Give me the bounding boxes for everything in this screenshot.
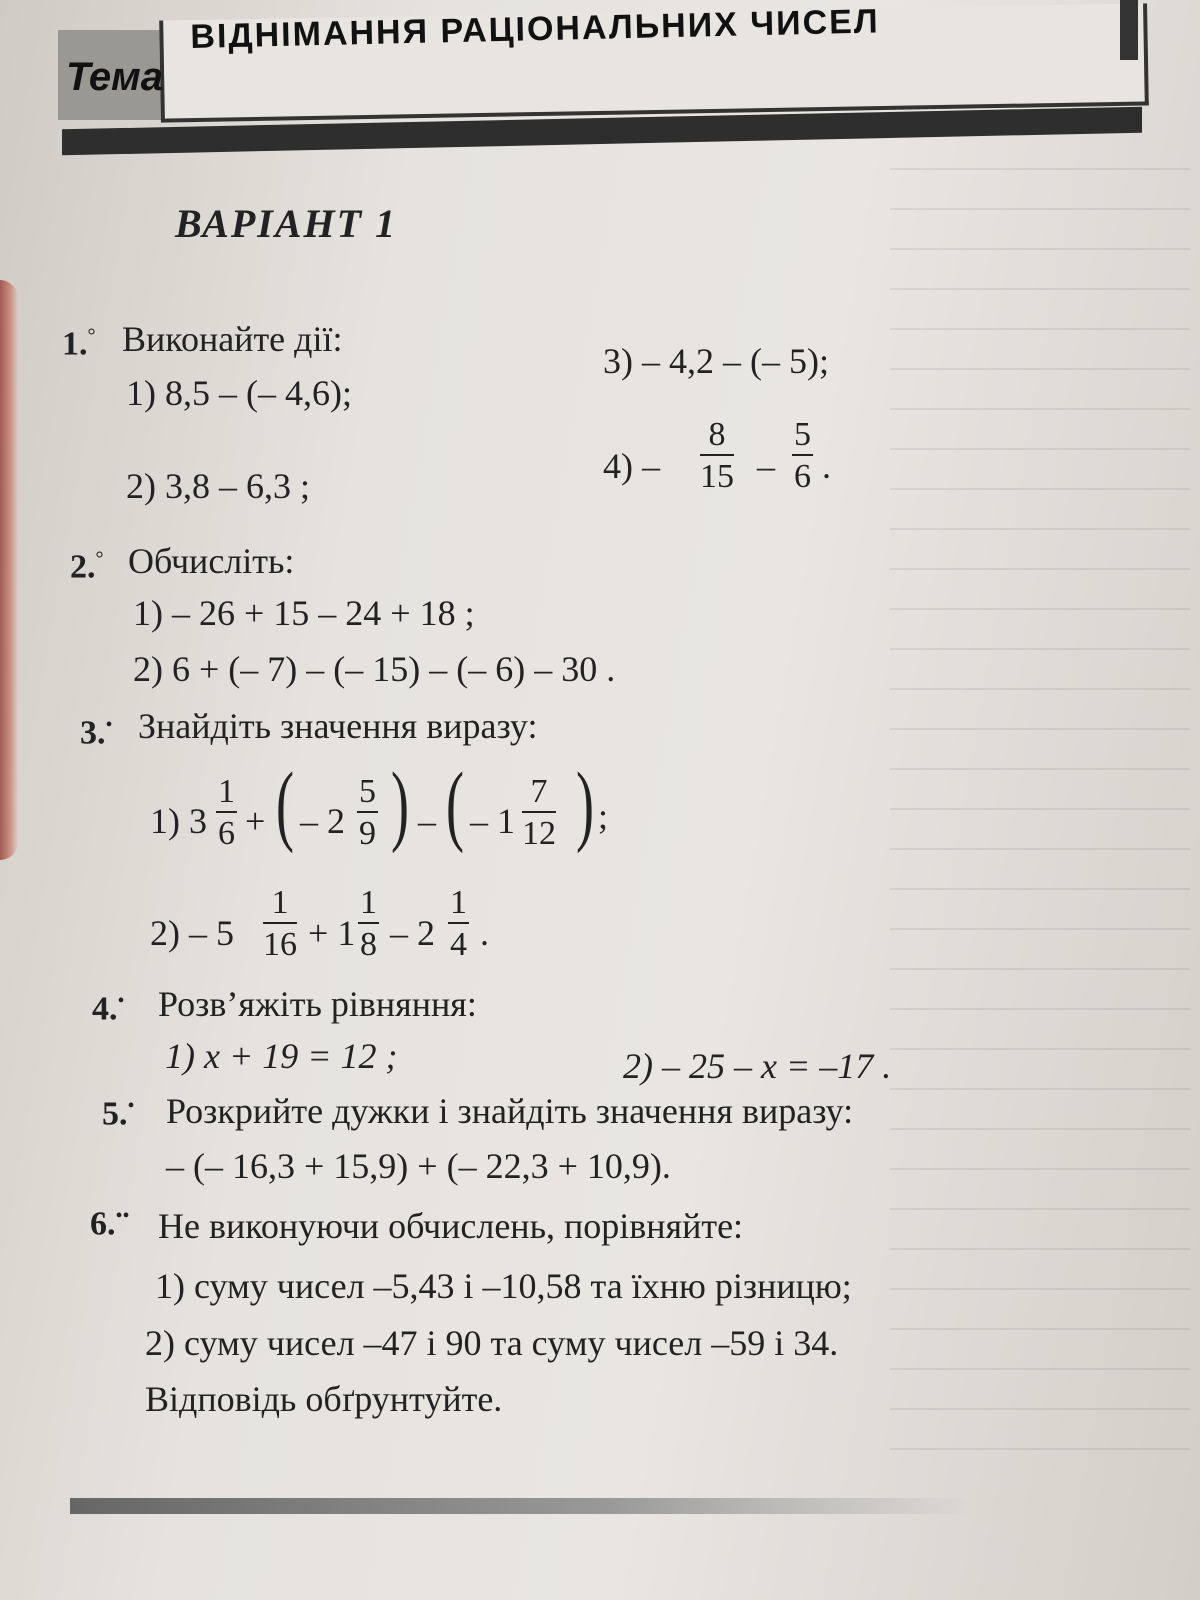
header-edge (1120, 0, 1138, 60)
task-item: Відповідь обґрунтуйте. (145, 1379, 503, 1419)
page-title: ВІДНІМАННЯ РАЦІОНАЛЬНИХ ЧИСЕЛ (190, 2, 881, 56)
mixed-number: + 1 (308, 913, 356, 953)
task-item: 2) – 5 (150, 913, 234, 953)
task-item: 2) 3,8 – 6,3 ; (126, 466, 310, 506)
task-number: 2.° (70, 548, 104, 586)
fraction: $\frac{1}{6}$ (218, 773, 235, 852)
open-paren: ( (445, 755, 464, 854)
close-paren: ) (575, 755, 594, 854)
task-item: 2) суму чисел –47 і 90 та суму чисел –59 і 34. (145, 1323, 839, 1363)
task-title: Знайдіть значення виразу: (138, 706, 538, 746)
open-paren: ( (275, 755, 294, 854)
mixed-number: – 2 (300, 801, 345, 841)
mixed-number: – 1 (470, 801, 515, 841)
task-number: 6.•• (90, 1205, 130, 1243)
task-number: 5.• (102, 1095, 135, 1133)
tema-label: Тема (66, 55, 163, 99)
task-item: 2) – 25 – x = –17 . (623, 1046, 892, 1086)
variant-heading: ВАРІАНТ 1 (175, 201, 398, 246)
task-title: Розкрийте дужки і знайдіть значення виразу: (166, 1091, 854, 1131)
task-item: – (– 16,3 + 15,9) + (– 22,3 + 10,9). (166, 1146, 671, 1186)
task-title: Обчисліть: (128, 541, 295, 581)
mixed-number: – 2 (390, 913, 435, 953)
task-item: 1) 8,5 – (– 4,6); (126, 373, 352, 413)
fraction: $\frac{1}{16}$ (263, 884, 297, 963)
fraction: $\frac{8}{15}$ (700, 416, 734, 495)
task-item: 1) 3 (150, 801, 207, 841)
task-item: 1) x + 19 = 12 ; (165, 1036, 398, 1076)
task-number: 4.• (92, 990, 125, 1028)
fraction: $\frac{5}{9}$ (359, 773, 376, 852)
task-item: 3) – 4,2 – (– 5); (603, 341, 829, 381)
finger-shadow (0, 280, 18, 860)
period: . (822, 446, 831, 486)
task-number: 1.° (62, 325, 96, 363)
close-paren: ) (390, 755, 409, 854)
bleed-through-text (890, 150, 1190, 1450)
task-item: 2) 6 + (– 7) – (– 15) – (– 6) – 30 . (133, 649, 616, 689)
fraction: $\frac{1}{8}$ (360, 884, 377, 963)
minus-sign: – (757, 446, 775, 486)
task-item: 4) – (603, 446, 660, 486)
minus-sign: – (418, 801, 436, 841)
fraction: $\frac{5}{6}$ (794, 416, 811, 495)
task-title: Розв’яжіть рівняння: (158, 984, 477, 1024)
task-item: 1) суму чисел –5,43 і –10,58 та їхню різницю; (155, 1266, 852, 1306)
task-title: Виконайте дії: (122, 319, 343, 359)
footer-bar (70, 1498, 970, 1514)
plus-sign: + (245, 801, 266, 841)
task-number: 3.• (80, 714, 113, 752)
fraction: $\frac{7}{12}$ (522, 773, 556, 852)
task-item: 1) – 26 + 15 – 24 + 18 ; (133, 593, 475, 633)
task-title: Не виконуючи обчислень, порівняйте: (158, 1206, 744, 1246)
semicolon: ; (598, 796, 609, 836)
fraction: $\frac{1}{4}$ (450, 884, 467, 963)
period: . (480, 913, 489, 953)
